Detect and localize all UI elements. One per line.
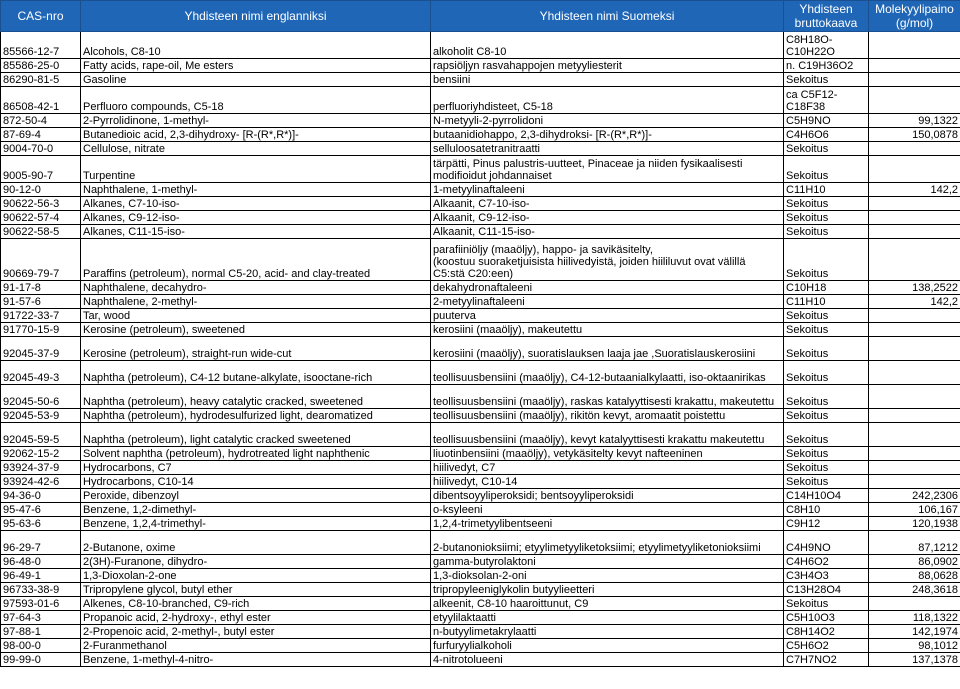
table-row	[1, 361, 960, 385]
name-fi-cell: hiilivedyt, C7	[431, 461, 784, 475]
formula-cell: C3H4O3	[784, 569, 869, 583]
table-row	[1, 555, 960, 569]
formula-cell: C4H9NO	[784, 531, 869, 555]
mw-cell: 106,167	[869, 503, 960, 517]
mw-cell: 142,2	[869, 295, 960, 309]
name-fi-cell: gamma-butyrolaktoni	[431, 555, 784, 569]
formula-cell: C8H10	[784, 503, 869, 517]
name-fi-cell: hiilivedyt, C10-14	[431, 475, 784, 489]
name-en-cell: Peroxide, dibenzoyl	[81, 489, 431, 503]
formula-cell: C9H12	[784, 517, 869, 531]
name-en-cell: Kerosine (petroleum), sweetened	[81, 323, 431, 337]
name-fi-cell: alkoholit C8-10	[431, 32, 784, 59]
table-row	[1, 197, 960, 211]
cas-cell: 96-29-7	[1, 531, 81, 555]
formula-cell: C5H6O2	[784, 639, 869, 653]
name-fi-cell: rapsiöljyn rasvahappojen metyyliesterit	[431, 59, 784, 73]
mw-cell: 98,1012	[869, 639, 960, 653]
cas-cell: 92062-15-2	[1, 447, 81, 461]
formula-cell: n. C19H36O2	[784, 59, 869, 73]
name-en-cell: Turpentine	[81, 156, 431, 183]
cas-cell: 86508-42-1	[1, 87, 81, 114]
mw-cell	[869, 32, 960, 59]
formula-cell: C5H10O3	[784, 611, 869, 625]
mw-cell	[869, 211, 960, 225]
mw-cell	[869, 239, 960, 281]
cas-cell: 94-36-0	[1, 489, 81, 503]
mw-cell: 242,2306	[869, 489, 960, 503]
name-en-cell: Gasoline	[81, 73, 431, 87]
cas-cell: 87-69-4	[1, 128, 81, 142]
table-row	[1, 337, 960, 361]
name-fi-cell: bensiini	[431, 73, 784, 87]
name-en-cell: 1,3-Dioxolan-2-one	[81, 569, 431, 583]
formula-cell: C11H10	[784, 295, 869, 309]
formula-cell: ca C5F12- C18F38	[784, 87, 869, 114]
cas-cell: 95-47-6	[1, 503, 81, 517]
name-en-cell: Hydrocarbons, C7	[81, 461, 431, 475]
table-row	[1, 489, 960, 503]
name-en-cell: Paraffins (petroleum), normal C5-20, acid- and clay-treated	[81, 239, 431, 281]
name-fi-cell: tärpätti, Pinus palustris-uutteet, Pinaceae ja niiden fysikaalisesti modifioidut johdannaiset	[431, 156, 784, 183]
formula-cell: C11H10	[784, 183, 869, 197]
name-en-cell: Tar, wood	[81, 309, 431, 323]
name-fi-cell: teollisuusbensiini (maaöljy), C4-12-butaanialkylaatti, iso-oktaanirikas	[431, 361, 784, 385]
cas-cell: 92045-37-9	[1, 337, 81, 361]
cas-cell: 97593-01-6	[1, 597, 81, 611]
mw-cell: 118,1322	[869, 611, 960, 625]
name-fi-cell: teollisuusbensiini (maaöljy), raskas katalyyttisesti krakattu, makeutettu	[431, 385, 784, 409]
formula-cell: Sekoitus	[784, 156, 869, 183]
mw-cell	[869, 361, 960, 385]
name-fi-cell: 1,2,4-trimetyylibentseeni	[431, 517, 784, 531]
name-en-cell: Naphthalene, decahydro-	[81, 281, 431, 295]
formula-cell: C10H18	[784, 281, 869, 295]
mw-cell	[869, 323, 960, 337]
name-fi-cell: parafiiniöljy (maaöljy), happo- ja savikäsitelty, (koostuu suoraketjuisista hiilivedyistä, joiden hiililuvut ovat välillä C5:stä C20:een)	[431, 239, 784, 281]
mw-cell: 248,3618	[869, 583, 960, 597]
name-en-cell: Fatty acids, rape-oil, Me esters	[81, 59, 431, 73]
table-row	[1, 653, 960, 667]
mw-cell	[869, 87, 960, 114]
formula-cell: C13H28O4	[784, 583, 869, 597]
cas-cell: 90622-56-3	[1, 197, 81, 211]
formula-cell: C4H6O2	[784, 555, 869, 569]
cas-cell: 92045-50-6	[1, 385, 81, 409]
name-en-cell: Perfluoro compounds, C5-18	[81, 87, 431, 114]
cas-cell: 99-99-0	[1, 653, 81, 667]
table-row	[1, 503, 960, 517]
mw-cell: 88,0628	[869, 569, 960, 583]
name-en-cell: Solvent naphtha (petroleum), hydrotreated light naphthenic	[81, 447, 431, 461]
table-row	[1, 281, 960, 295]
cas-cell: 95-63-6	[1, 517, 81, 531]
mw-cell	[869, 156, 960, 183]
name-fi-cell: 1-metyylinaftaleeni	[431, 183, 784, 197]
table-row	[1, 309, 960, 323]
formula-cell: Sekoitus	[784, 73, 869, 87]
mw-cell	[869, 461, 960, 475]
table-row	[1, 59, 960, 73]
table-row	[1, 323, 960, 337]
cas-cell: 90-12-0	[1, 183, 81, 197]
table-row	[1, 142, 960, 156]
mw-cell	[869, 597, 960, 611]
mw-cell: 120,1938	[869, 517, 960, 531]
formula-cell: Sekoitus	[784, 597, 869, 611]
table-row	[1, 517, 960, 531]
formula-cell: C7H7NO2	[784, 653, 869, 667]
header-name-en: Yhdisteen nimi englanniksi	[81, 1, 431, 32]
mw-cell: 87,1212	[869, 531, 960, 555]
formula-cell: Sekoitus	[784, 197, 869, 211]
cas-cell: 98-00-0	[1, 639, 81, 653]
name-en-cell: Naphthalene, 1-methyl-	[81, 183, 431, 197]
name-en-cell: Naphtha (petroleum), heavy catalytic cracked, sweetened	[81, 385, 431, 409]
table-row	[1, 128, 960, 142]
mw-cell: 99,1322	[869, 114, 960, 128]
header-cas: CAS-nro	[1, 1, 81, 32]
mw-cell	[869, 337, 960, 361]
name-en-cell: Cellulose, nitrate	[81, 142, 431, 156]
name-fi-cell: n-butyylimetakrylaatti	[431, 625, 784, 639]
table-row	[1, 32, 960, 59]
mw-cell	[869, 225, 960, 239]
name-fi-cell: N-metyyli-2-pyrrolidoni	[431, 114, 784, 128]
name-en-cell: Hydrocarbons, C10-14	[81, 475, 431, 489]
table-row	[1, 611, 960, 625]
name-fi-cell: puuterva	[431, 309, 784, 323]
table-row	[1, 639, 960, 653]
name-fi-cell: perfluoriyhdisteet, C5-18	[431, 87, 784, 114]
name-en-cell: Kerosine (petroleum), straight-run wide-cut	[81, 337, 431, 361]
formula-cell: Sekoitus	[784, 142, 869, 156]
table-row	[1, 447, 960, 461]
cas-cell: 91722-33-7	[1, 309, 81, 323]
cas-cell: 90622-58-5	[1, 225, 81, 239]
formula-cell: Sekoitus	[784, 239, 869, 281]
table-body	[1, 32, 960, 667]
mw-cell	[869, 197, 960, 211]
mw-cell	[869, 423, 960, 447]
formula-cell: Sekoitus	[784, 475, 869, 489]
name-en-cell: Alkenes, C8-10-branched, C9-rich	[81, 597, 431, 611]
cas-cell: 872-50-4	[1, 114, 81, 128]
table-row	[1, 569, 960, 583]
table-row	[1, 409, 960, 423]
name-en-cell: Benzene, 1,2,4-trimethyl-	[81, 517, 431, 531]
name-en-cell: Naphtha (petroleum), hydrodesulfurized light, dearomatized	[81, 409, 431, 423]
cas-cell: 93924-37-9	[1, 461, 81, 475]
name-fi-cell: dibentsoyyliperoksidi; bentsoyyliperoksidi	[431, 489, 784, 503]
name-fi-cell: Alkaanit, C9-12-iso-	[431, 211, 784, 225]
mw-cell	[869, 59, 960, 73]
name-fi-cell: Alkaanit, C11-15-iso-	[431, 225, 784, 239]
formula-cell: C5H9NO	[784, 114, 869, 128]
cas-cell: 91-57-6	[1, 295, 81, 309]
name-en-cell: 2-Pyrrolidinone, 1-methyl-	[81, 114, 431, 128]
cas-cell: 90669-79-7	[1, 239, 81, 281]
name-en-cell: 2-Propenoic acid, 2-methyl-, butyl ester	[81, 625, 431, 639]
table-row	[1, 114, 960, 128]
table-row	[1, 225, 960, 239]
cas-cell: 96-48-0	[1, 555, 81, 569]
table-row	[1, 239, 960, 281]
formula-cell: Sekoitus	[784, 385, 869, 409]
cas-cell: 97-88-1	[1, 625, 81, 639]
cas-cell: 91-17-8	[1, 281, 81, 295]
cas-cell: 92045-53-9	[1, 409, 81, 423]
mw-cell: 142,2	[869, 183, 960, 197]
table-row	[1, 183, 960, 197]
formula-cell: Sekoitus	[784, 361, 869, 385]
name-fi-cell: kerosiini (maaöljy), suoratislauksen laaja jae ,Suoratislauskerosiini	[431, 337, 784, 361]
name-fi-cell: selluloosatetranitraatti	[431, 142, 784, 156]
name-fi-cell: tripropyleeniglykolin butyylieetteri	[431, 583, 784, 597]
table-row	[1, 423, 960, 447]
name-fi-cell: butaanidiohappo, 2,3-dihydroksi- [R-(R*,R*)]-	[431, 128, 784, 142]
table-row	[1, 73, 960, 87]
header-mw: Molekyylipaino (g/mol)	[869, 1, 960, 32]
mw-cell: 138,2522	[869, 281, 960, 295]
table-row	[1, 461, 960, 475]
name-en-cell: 2(3H)-Furanone, dihydro-	[81, 555, 431, 569]
formula-cell: Sekoitus	[784, 461, 869, 475]
cas-cell: 85566-12-7	[1, 32, 81, 59]
formula-cell: C4H6O6	[784, 128, 869, 142]
mw-cell: 137,1378	[869, 653, 960, 667]
formula-cell: Sekoitus	[784, 211, 869, 225]
name-fi-cell: kerosiini (maaöljy), makeutettu	[431, 323, 784, 337]
table-row	[1, 295, 960, 309]
name-fi-cell: dekahydronaftaleeni	[431, 281, 784, 295]
name-en-cell: Benzene, 1-methyl-4-nitro-	[81, 653, 431, 667]
name-fi-cell: teollisuusbensiini (maaöljy), rikitön kevyt, aromaatit poistettu	[431, 409, 784, 423]
name-en-cell: Benzene, 1,2-dimethyl-	[81, 503, 431, 517]
name-fi-cell: furfuryylialkoholi	[431, 639, 784, 653]
table-row	[1, 385, 960, 409]
cas-cell: 9004-70-0	[1, 142, 81, 156]
formula-cell: Sekoitus	[784, 447, 869, 461]
name-en-cell: Alkanes, C9-12-iso-	[81, 211, 431, 225]
mw-cell	[869, 142, 960, 156]
table-row	[1, 211, 960, 225]
name-en-cell: Propanoic acid, 2-hydroxy-, ethyl ester	[81, 611, 431, 625]
cas-cell: 90622-57-4	[1, 211, 81, 225]
mw-cell	[869, 385, 960, 409]
name-fi-cell: 2-butanonioksiimi; etyylimetyyliketoksiimi; etyylimetyyliketonioksiimi	[431, 531, 784, 555]
formula-cell: Sekoitus	[784, 323, 869, 337]
mw-cell	[869, 309, 960, 323]
table-row	[1, 87, 960, 114]
cas-cell: 96-49-1	[1, 569, 81, 583]
name-en-cell: Butanedioic acid, 2,3-dihydroxy- [R-(R*,R*)]-	[81, 128, 431, 142]
cas-cell: 92045-59-5	[1, 423, 81, 447]
name-en-cell: Tripropylene glycol, butyl ether	[81, 583, 431, 597]
formula-cell: C14H10O4	[784, 489, 869, 503]
mw-cell	[869, 73, 960, 87]
name-en-cell: 2-Furanmethanol	[81, 639, 431, 653]
formula-cell: Sekoitus	[784, 225, 869, 239]
mw-cell	[869, 475, 960, 489]
header-formula: Yhdisteen bruttokaava	[784, 1, 869, 32]
table-row	[1, 475, 960, 489]
cas-cell: 93924-42-6	[1, 475, 81, 489]
header-row	[1, 1, 960, 32]
name-en-cell: Naphtha (petroleum), C4-12 butane-alkylate, isooctane-rich	[81, 361, 431, 385]
cas-cell: 91770-15-9	[1, 323, 81, 337]
mw-cell: 142,1974	[869, 625, 960, 639]
name-fi-cell: alkeenit, C8-10 haaroittunut, C9	[431, 597, 784, 611]
formula-cell: Sekoitus	[784, 309, 869, 323]
mw-cell: 150,0878	[869, 128, 960, 142]
cas-cell: 86290-81-5	[1, 73, 81, 87]
name-en-cell: Alkanes, C11-15-iso-	[81, 225, 431, 239]
name-en-cell: Alcohols, C8-10	[81, 32, 431, 59]
name-fi-cell: o-ksyleeni	[431, 503, 784, 517]
name-fi-cell: teollisuusbensiini (maaöljy), kevyt katalyyttisesti krakattu makeutettu	[431, 423, 784, 447]
formula-cell: Sekoitus	[784, 409, 869, 423]
table-row	[1, 583, 960, 597]
table-row	[1, 625, 960, 639]
name-en-cell: Naphtha (petroleum), light catalytic cracked sweetened	[81, 423, 431, 447]
name-en-cell: 2-Butanone, oxime	[81, 531, 431, 555]
formula-cell: Sekoitus	[784, 337, 869, 361]
name-fi-cell: 4-nitrotolueeni	[431, 653, 784, 667]
name-fi-cell: 2-metyylinaftaleeni	[431, 295, 784, 309]
formula-cell: C8H14O2	[784, 625, 869, 639]
table-row	[1, 531, 960, 555]
cas-cell: 92045-49-3	[1, 361, 81, 385]
mw-cell	[869, 409, 960, 423]
mw-cell	[869, 447, 960, 461]
mw-cell: 86,0902	[869, 555, 960, 569]
cas-cell: 97-64-3	[1, 611, 81, 625]
formula-cell: C8H18O- C10H22O	[784, 32, 869, 59]
name-en-cell: Naphthalene, 2-methyl-	[81, 295, 431, 309]
cas-cell: 9005-90-7	[1, 156, 81, 183]
name-en-cell: Alkanes, C7-10-iso-	[81, 197, 431, 211]
name-fi-cell: Alkaanit, C7-10-iso-	[431, 197, 784, 211]
formula-cell: Sekoitus	[784, 423, 869, 447]
header-name-fi: Yhdisteen nimi Suomeksi	[431, 1, 784, 32]
name-fi-cell: etyylilaktaatti	[431, 611, 784, 625]
cas-cell: 96733-38-9	[1, 583, 81, 597]
table-row	[1, 597, 960, 611]
name-fi-cell: 1,3-dioksolan-2-oni	[431, 569, 784, 583]
name-fi-cell: liuotinbensiini (maaöljy), vetykäsitelty kevyt nafteeninen	[431, 447, 784, 461]
cas-cell: 85586-25-0	[1, 59, 81, 73]
table-row	[1, 156, 960, 183]
